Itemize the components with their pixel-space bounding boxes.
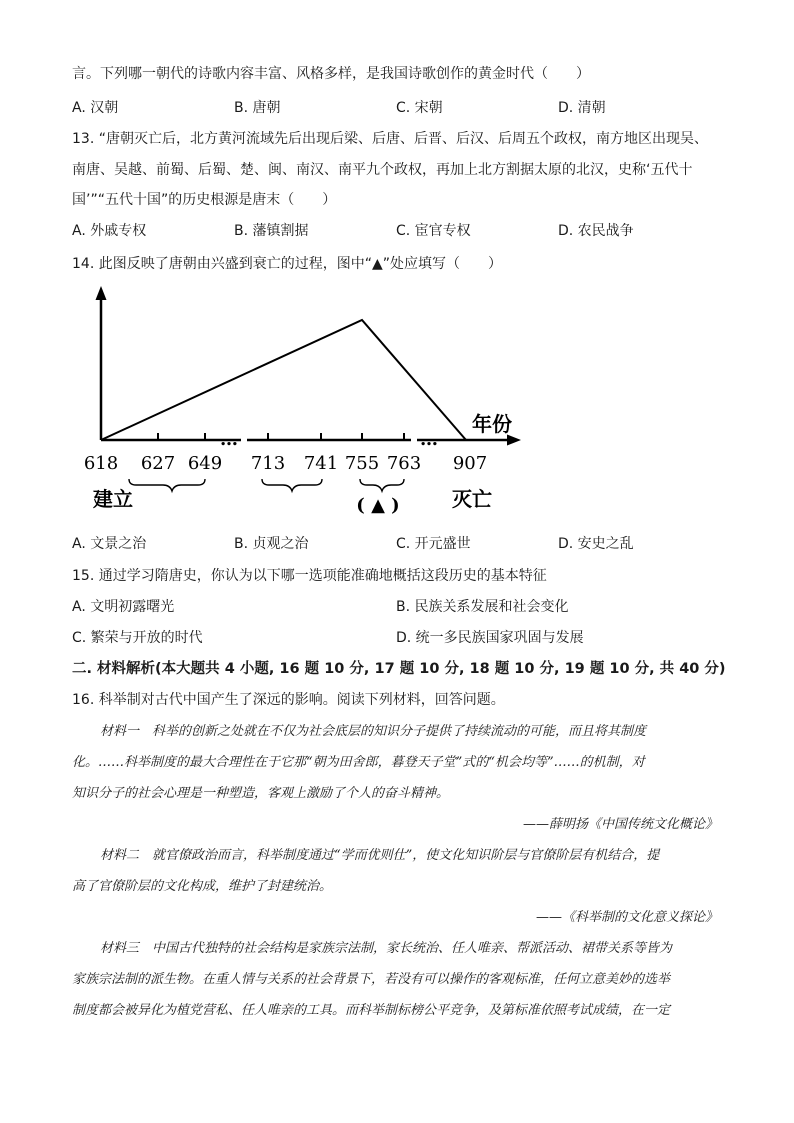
brace-627-649	[129, 479, 205, 491]
x-axis-label: 年份	[472, 412, 512, 436]
tick-label-618: 618	[83, 453, 119, 474]
q16-material-3-line-2: 家族宗法制的派生物。在重人情与关系的社会背景下，若没有可以操作的客观标准，任何立意美妙的选举	[72, 972, 671, 987]
tang-dynasty-chart	[80, 282, 530, 522]
q16-material-2-line-2: 高了官僚阶层的文化构成，维护了封建统治。	[72, 879, 333, 894]
q12-stem: 言。下列哪一朝代的诗歌内容丰富、风格多样，是我国诗歌创作的黄金时代（ ）	[72, 66, 590, 82]
trend-line	[101, 320, 466, 440]
q16-material-3-line-3: 制度都会被异化为植党营私、任人唯亲的工具。而科举制标榜公平竞争，及第标准依照考试成绩，在一定	[72, 1003, 671, 1018]
tick-label-649: 649	[187, 453, 223, 474]
q14-option-a: A. 文景之治	[72, 536, 147, 552]
brace-713-741	[262, 479, 322, 491]
q14-option-c: C. 开元盛世	[396, 536, 471, 552]
tick-label-907: 907	[452, 453, 488, 474]
q14-option-d: D. 安史之乱	[558, 536, 634, 552]
q13-stem-line-2: 南唐、吴越、前蜀、后蜀、楚、闽、南汉、南平九个政权，再加上北方割据太原的北汉，史称‘五代十	[72, 162, 693, 178]
ellipsis-2: …	[420, 429, 438, 450]
label-founded: 建立	[93, 487, 133, 511]
q13-option-b: B. 藩镇割据	[234, 223, 309, 239]
q12-option-a: A. 汉朝	[72, 100, 119, 116]
label-fallen: 灭亡	[452, 487, 492, 511]
q12-option-c: C. 宋朝	[396, 100, 443, 116]
q13-stem-line-3: 国’”“五代十国”的历史根源是唐末（ ）	[72, 192, 337, 208]
q16-material-2-line-1: 材料二 就官僚政治而言，科举制度通过“学而优则仕”，使文化知识阶层与官僚阶层有机结合，提	[100, 848, 660, 863]
q13-option-a: A. 外戚专权	[72, 223, 147, 239]
q13-option-c: C. 宦官专权	[396, 223, 471, 239]
q14-stem: 14. 此图反映了唐朝由兴盛到衰亡的过程，图中“▲”处应填写（ ）	[72, 256, 502, 272]
label-blank-triangle: ( ▲ )	[356, 495, 400, 516]
tick-label-713: 713	[250, 453, 286, 474]
section-2-title: 二. 材料解析(本大题共 4 小题, 16 题 10 分, 17 题 10 分, 18 题 10 分, 19 题 10 分, 共 40 分)	[72, 661, 726, 677]
q16-material-1-line-1: 材料一 科举的创新之处就在不仅为社会底层的知识分子提供了持续流动的可能，而且将其制度	[100, 724, 647, 739]
q15-option-c: C. 繁荣与开放的时代	[72, 630, 203, 646]
q14-option-b: B. 贞观之治	[234, 536, 309, 552]
q16-stem: 16. 科举制对古代中国产生了深远的影响。阅读下列材料，回答问题。	[72, 692, 505, 708]
q16-material-2-source: ——《科举制的文化意义探论》	[535, 910, 718, 925]
q12-option-b: B. 唐朝	[234, 100, 281, 116]
q16-material-1-line-2: 化。……科举制度的最大合理性在于它那“朝为田舍郎，暮登天子堂”式的“机会均等”……的机制，对	[72, 755, 645, 770]
q16-material-3-line-1: 材料三 中国古代独特的社会结构是家族宗法制，家长统治、任人唯亲、帮派活动、裙带关系等皆为	[100, 941, 673, 956]
ellipsis-1: …	[220, 429, 238, 450]
q13-stem-line-1: 13. “唐朝灭亡后，北方黄河流域先后出现后梁、后唐、后晋、后汉、后周五个政权，南方地区出现吴、	[72, 131, 708, 147]
q16-material-1-line-3: 知识分子的社会心理是一种塑造，客观上激励了个人的奋斗精神。	[72, 786, 450, 801]
y-axis-arrow-icon	[96, 286, 107, 300]
q15-option-b: B. 民族关系发展和社会变化	[396, 599, 569, 615]
q15-option-a: A. 文明初露曙光	[72, 599, 175, 615]
q16-material-1-source: ——薛明扬《中国传统文化概论》	[522, 817, 718, 832]
x-axis-arrow-icon	[507, 435, 521, 446]
tick-label-755: 755	[344, 453, 380, 474]
q15-stem: 15. 通过学习隋唐史，你认为以下哪一选项能准确地概括这段历史的基本特征	[72, 568, 547, 584]
q15-option-d: D. 统一多民族国家巩固与发展	[396, 630, 584, 646]
tick-label-763: 763	[386, 453, 422, 474]
q13-option-d: D. 农民战争	[558, 223, 634, 239]
tick-label-741: 741	[303, 453, 339, 474]
q12-option-d: D. 清朝	[558, 100, 606, 116]
tick-label-627: 627	[140, 453, 176, 474]
brace-755-763	[360, 479, 404, 491]
